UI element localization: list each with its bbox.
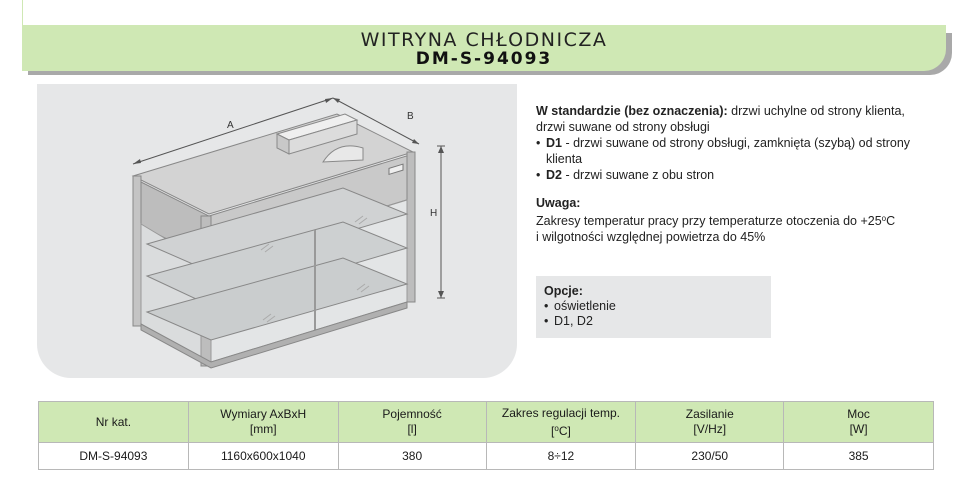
cell-catalog: DM-S-94093: [39, 443, 189, 470]
option-item: • D1, D2: [544, 314, 771, 329]
options-heading: Opcje:: [544, 284, 583, 298]
dim-a-label: A: [227, 120, 234, 131]
d1-label: D1: [546, 136, 562, 150]
description: [536, 103, 936, 245]
product-code: DM-S-94093: [415, 49, 553, 69]
display-case-drawing: [37, 84, 517, 378]
cell-dimensions: 1160x600x1040: [188, 443, 338, 470]
note-line-1: Zakresy temperatur pracy przy temperaturze otoczenia do $+25^oC$: [536, 214, 896, 228]
product-title: WITRYNA CHŁODNICZA: [360, 29, 608, 51]
option-item: • oświetlenie: [544, 299, 771, 314]
standard-label: W standardzie (bez oznaczenia):: [536, 104, 728, 118]
spec-table: [38, 401, 934, 470]
table-row: [39, 443, 934, 470]
col-header-catalog: Nr kat.: [39, 402, 189, 443]
note-heading: Uwaga:: [536, 196, 581, 210]
product-image-panel: [37, 84, 517, 378]
note-line-2: i wilgotności względnej powietrza do 45%: [536, 230, 766, 244]
cell-temp-range: 8÷12: [486, 443, 636, 470]
header-left-line: [22, 0, 37, 28]
cell-power-supply: 230/50: [636, 443, 784, 470]
col-header-dimensions: Wymiary AxBxH [mm]: [188, 402, 338, 443]
options-box: [536, 276, 771, 338]
d2-label: D2: [546, 168, 562, 182]
dim-b-label: B: [407, 111, 414, 122]
col-header-capacity: Pojemność [l]: [338, 402, 486, 443]
standard-text: drzwi uchylne od strony klienta, drzwi suwane od strony obsługi: [536, 104, 905, 134]
col-header-power: Moc [W]: [784, 402, 934, 443]
col-header-power-supply: Zasilanie [V/Hz]: [636, 402, 784, 443]
dim-h-label: H: [430, 208, 438, 219]
col-header-temp-range: Zakres regulacji temp. [$^o$C]: [486, 402, 636, 443]
standard-description: [536, 103, 936, 135]
header-band: [22, 25, 946, 71]
d1-text: - drzwi suwane od strony obsługi, zamknięta (szybą) od strony klienta: [546, 136, 911, 166]
d2-text: - drzwi suwane z obu stron: [561, 168, 715, 182]
cell-power: 385: [784, 443, 934, 470]
variant-d1: [536, 135, 936, 167]
variant-d2: [536, 167, 936, 183]
table-header-row: [39, 402, 934, 443]
cell-capacity: 380: [338, 443, 486, 470]
